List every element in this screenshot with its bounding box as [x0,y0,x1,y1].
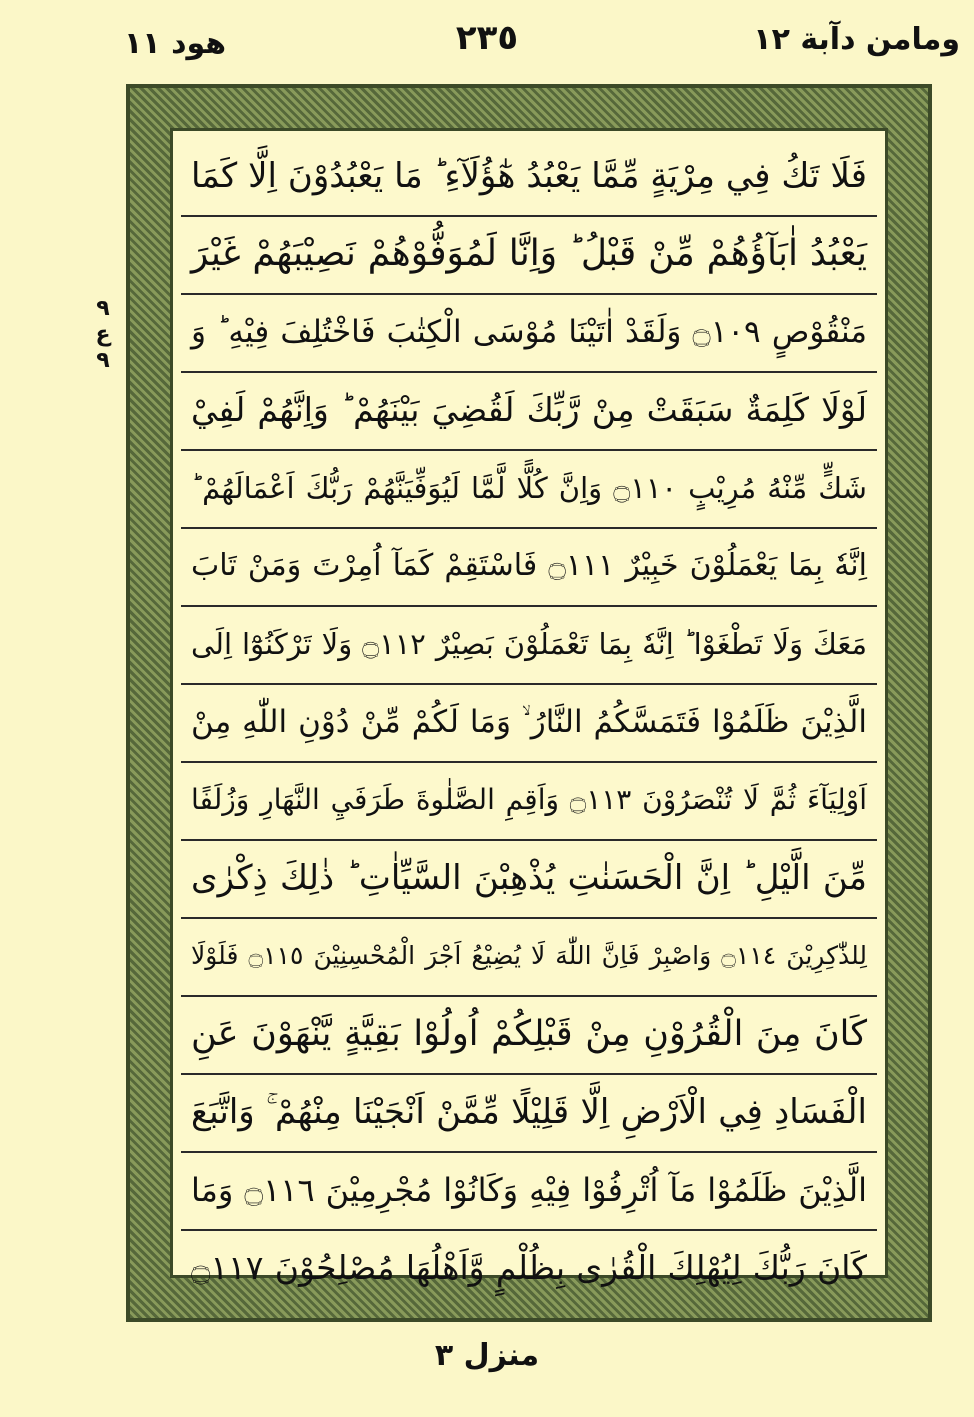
surah-name: هود ١١ [124,26,227,61]
text-line: لِلذّٰكِرِيْنَ ۝١١٤ وَاصْبِرْ فَاِنَّ اللّٰهَ لَا يُضِيْعُ اَجْرَ الْمُحْسِنِيْنَ ۝١١٥ فَلَوْلَا [181,919,877,997]
text-line: مِّنَ الَّيْلِ ؕ اِنَّ الْحَسَنٰتِ يُذْهِبْنَ السَّيِّاٰتِ ؕ ذٰلِكَ ذِكْرٰى [181,841,877,919]
ruku-marker-top: ٩ [96,296,110,321]
manzil-footer: منزل ٣ [434,1338,540,1373]
ruku-marker [88,296,118,374]
text-line: اِنَّهٗ بِمَا يَعْمَلُوْنَ خَبِيْرٌ ۝١١١ فَاسْتَقِمْ كَمَآ اُمِرْتَ وَمَنْ تَابَ [181,529,877,607]
text-line: الْفَسَادِ فِي الْاَرْضِ اِلَّا قَلِيْلًا مِّمَّنْ اَنْجَيْنَا مِنْهُمْ ۚ وَاتَّبَعَ [181,1075,877,1153]
para-name: ومامن دآبة ١٢ [753,22,960,57]
ruku-marker-bottom: ٩ [96,348,110,373]
page-number: ٢٣٥ [455,18,519,58]
text-line: يَعْبُدُ اٰبَآؤُهُمْ مِّنْ قَبْلُ ؕ وَاِنَّا لَمُوَفُّوْهُمْ نَصِيْبَهُمْ غَيْرَ [181,217,877,295]
text-line: اَوْلِيَآءَ ثُمَّ لَا تُنْصَرُوْنَ ۝١١٣ وَاَقِمِ الصَّلٰوةَ طَرَفَيِ النَّهَارِ وَزُلَفًا [181,763,877,841]
text-line: لَوْلَا كَلِمَةٌ سَبَقَتْ مِنْ رَّبِّكَ لَقُضِيَ بَيْنَهُمْ ؕ وَاِنَّهُمْ لَفِيْ [181,373,877,451]
ornamental-border [126,84,932,1322]
text-line: مَعَكَ وَلَا تَطْغَوْا ؕ اِنَّهٗ بِمَا تَعْمَلُوْنَ بَصِيْرٌ ۝١١٢ وَلَا تَرْكَنُوْٓا اِلَى [181,607,877,685]
text-line: كَانَ رَبُّكَ لِيُهْلِكَ الْقُرٰى بِظُلْمٍ وَّاَهْلُهَا مُصْلِحُوْنَ ۝١١٧ [191,1248,867,1287]
ruku-marker-middle: ع [95,322,111,347]
text-area [170,128,888,1287]
text-line: الَّذِيْنَ ظَلَمُوْا مَآ اُتْرِفُوْا فِيْهِ وَكَانُوْا مُجْرِمِيْنَ ۝١١٦ وَمَا [181,1153,877,1231]
page-header [0,0,974,80]
text-line: كَانَ مِنَ الْقُرُوْنِ مِنْ قَبْلِكُمْ اُولُوْا بَقِيَّةٍ يَّنْهَوْنَ عَنِ [181,997,877,1075]
text-line: الَّذِيْنَ ظَلَمُوْا فَتَمَسَّكُمُ النَّارُ ۙ وَمَا لَكُمْ مِّنْ دُوْنِ اللّٰهِ مِنْ [181,685,877,763]
text-line: فَلَا تَكُ فِي مِرْيَةٍ مِّمَّا يَعْبُدُ هٰٓؤُلَآءِ ؕ مَا يَعْبُدُوْنَ اِلَّا كَمَا [181,139,877,217]
text-line: مَنْقُوْصٍ ۝١٠٩ وَلَقَدْ اٰتَيْنَا مُوْسَى الْكِتٰبَ فَاخْتُلِفَ فِيْهِ ؕ وَ [181,295,877,373]
text-line: شَكٍّ مِّنْهُ مُرِيْبٍ ۝١١٠ وَاِنَّ كُلًّا لَّمَّا لَيُوَفِّيَنَّهُمْ رَبُّكَ اَعْمَالَهُمْ ؕ [181,451,877,529]
